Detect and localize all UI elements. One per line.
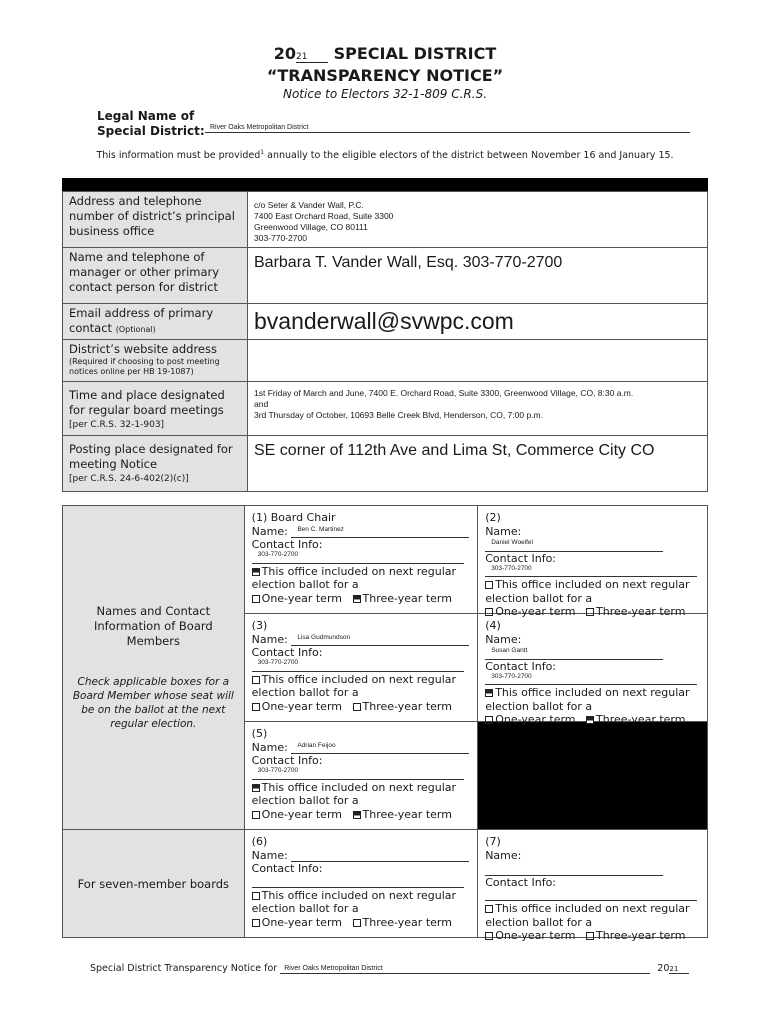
- member-cell-4: [478, 614, 708, 726]
- year-field[interactable]: 21: [296, 52, 328, 63]
- ballot-text: election ballot for a: [485, 915, 593, 929]
- board-row-1: [63, 506, 708, 614]
- one-year-checkbox[interactable]: [485, 932, 493, 940]
- name-label: Name:: [251, 524, 288, 538]
- three-year-checkbox[interactable]: [353, 703, 361, 711]
- term-row: One-year term Three-year term: [485, 929, 700, 943]
- member-contact-field[interactable]: 303-770-2700: [252, 768, 464, 780]
- one-year-checkbox[interactable]: [485, 716, 493, 724]
- term-row: One-year term Three-year term: [252, 592, 471, 606]
- contact-label: Contact Info:: [251, 862, 323, 875]
- term-row: One-year term Three-year term: [485, 713, 700, 727]
- member-name-field[interactable]: Lisa Gudmundson: [291, 634, 469, 646]
- three-year-checkbox[interactable]: [353, 811, 361, 819]
- three-year-checkbox[interactable]: [586, 932, 594, 940]
- contact-label: Contact Info:: [485, 875, 557, 889]
- member-name-field[interactable]: Susan Gantt: [485, 648, 663, 660]
- member-number: (1) Board Chair: [251, 511, 336, 524]
- contact-label: Contact Info:: [251, 646, 323, 659]
- member-contact-field[interactable]: [485, 889, 697, 901]
- term-row: One-year term Three-year term: [485, 605, 700, 619]
- ballot-text: election ballot for a: [251, 686, 359, 699]
- name-label: Name:: [485, 632, 522, 646]
- member-name-field[interactable]: [485, 864, 663, 876]
- term-row: One-year term Three-year term: [252, 916, 471, 930]
- district-info-table: [62, 191, 708, 492]
- meetings-label: Time and place designated for regular board meetings [per C.R.S. 32-1-903]: [63, 382, 248, 436]
- member-cell-1: [244, 506, 478, 614]
- term-row: One-year term Three-year term: [252, 700, 471, 714]
- blacked-out-cell: [478, 722, 708, 830]
- ballot-checkbox[interactable]: [252, 568, 260, 576]
- member-name-field[interactable]: Adrian Feijoo: [291, 742, 469, 754]
- board-section-label: Names and Contact Information of Board Members Check applicable boxes for a Board Member whose seat will be on the ballot at the next regular election.: [63, 506, 245, 830]
- member-contact-field[interactable]: 303-770-2700: [252, 660, 464, 672]
- member-number: (3): [251, 619, 268, 632]
- manager-row: [63, 248, 708, 304]
- member-card: [246, 831, 477, 936]
- ballot-checkbox[interactable]: [252, 676, 260, 684]
- board-instructions: Check applicable boxes for a Board Member whose seat will be on the ballot at the next regular election.: [72, 676, 234, 730]
- document-title: 2021 SPECIAL DISTRICT: [273, 44, 497, 63]
- posting-row: [63, 436, 708, 492]
- optional-note: (Optional): [115, 325, 156, 334]
- footer-year: 2021: [657, 963, 689, 974]
- member-cell-5: [244, 722, 478, 830]
- website-row: [63, 340, 708, 382]
- manager-label: Name and telephone of manager or other primary contact person for district: [63, 248, 248, 304]
- member-contact-field[interactable]: [252, 876, 464, 888]
- member-card: [479, 507, 706, 618]
- member-name-row: [485, 849, 700, 876]
- one-year-checkbox[interactable]: [252, 919, 260, 927]
- name-label: Name:: [485, 524, 522, 538]
- ballot-row: This office included on next regular: [485, 686, 700, 700]
- member-contact-field[interactable]: 303-770-2700: [485, 673, 697, 685]
- member-card: [479, 615, 706, 726]
- contact-label: Contact Info:: [485, 659, 557, 673]
- member-number: (7): [485, 835, 501, 848]
- one-year-checkbox[interactable]: [252, 703, 260, 711]
- member-name-row: [485, 525, 700, 552]
- name-label: Name:: [485, 848, 522, 862]
- member-name-row: [252, 849, 471, 863]
- member-cell-6: [244, 830, 478, 938]
- member-contact-field[interactable]: 303-770-2700: [252, 552, 464, 564]
- member-card: [246, 507, 477, 612]
- term-row: One-year term Three-year term: [252, 808, 471, 822]
- one-year-checkbox[interactable]: [252, 811, 260, 819]
- email-value[interactable]: bvanderwall@svwpc.com: [248, 304, 708, 340]
- website-label: District’s website address (Required if choosing to post meeting notices online per HB 19-1087): [63, 340, 248, 382]
- footer: [90, 963, 689, 974]
- ballot-row: This office included on next regular: [252, 673, 471, 687]
- member-contact-field[interactable]: 303-770-2700: [485, 565, 697, 577]
- table-header-bar: [62, 178, 708, 191]
- member-cell-3: [244, 614, 478, 722]
- footer-label: Special District Transparency Notice for: [90, 963, 278, 974]
- member-name-field[interactable]: Daniel Woelfel: [485, 540, 663, 552]
- legal-name-label: Legal Name of Special District:: [97, 109, 205, 138]
- website-value[interactable]: [248, 340, 708, 382]
- ballot-checkbox[interactable]: [485, 581, 493, 589]
- ballot-row: This office included on next regular: [485, 902, 700, 916]
- legal-name-field[interactable]: River Oaks Metropolitan District: [205, 121, 690, 133]
- member-name-field[interactable]: Ben C. Martinez: [291, 526, 469, 538]
- ballot-row: This office included on next regular: [252, 565, 471, 579]
- member-number: (6): [251, 835, 268, 848]
- posting-value[interactable]: SE corner of 112th Ave and Lima St, Commerce City CO: [248, 436, 708, 492]
- contact-label: Contact Info:: [251, 754, 323, 767]
- seven-member-label: For seven-member boards: [63, 830, 245, 938]
- manager-value[interactable]: Barbara T. Vander Wall, Esq. 303-770-2700: [248, 248, 708, 304]
- member-cell-2: [478, 506, 708, 618]
- address-value[interactable]: c/o Seter & Vander Wall, P.C. 7400 East Orchard Road, Suite 3300 Greenwood Village, CO 80111 303-770-2700: [248, 192, 708, 248]
- name-label: Name:: [251, 740, 288, 754]
- member-name-row: [252, 741, 471, 755]
- email-label: Email address of primary contact (Optional): [63, 304, 248, 340]
- website-note: (Required if choosing to post meeting notices online per HB 19-1087): [69, 357, 220, 376]
- name-label: Name:: [251, 848, 288, 862]
- footer-district-field[interactable]: River Oaks Metropolitan District: [280, 963, 650, 974]
- member-card: [479, 831, 706, 942]
- email-row: [63, 304, 708, 340]
- ballot-text: election ballot for a: [251, 794, 359, 807]
- member-cell-7: [478, 830, 708, 942]
- contact-label: Contact Info:: [485, 551, 557, 565]
- info-note: This information must be provided$^1$ annually to the eligible electors of the district between November 16 and January 15.: [96, 149, 674, 162]
- document-subtitle: Notice to Electors 32-1-809 C.R.S.: [282, 87, 488, 101]
- one-year-checkbox[interactable]: [252, 595, 260, 603]
- address-row: [63, 192, 708, 248]
- ballot-checkbox[interactable]: [485, 905, 493, 913]
- member-name-field[interactable]: [291, 850, 469, 862]
- address-label: Address and telephone number of district’s principal business office: [63, 192, 248, 248]
- ballot-row: This office included on next regular: [252, 781, 471, 795]
- contact-label: Contact Info:: [251, 538, 323, 551]
- member-number: (5): [251, 727, 268, 740]
- member-name-row: [252, 633, 471, 647]
- meetings-value[interactable]: 1st Friday of March and June, 7400 E. Orchard Road, Suite 3300, Greenwood Village, CO, 8:30 a.m. and 3rd Thursday of October, 10693 Belle Creek Blvd, Henderson, CO, 7:00 p.m.: [248, 382, 708, 436]
- ballot-text: election ballot for a: [251, 578, 359, 591]
- ballot-text: election ballot for a: [485, 591, 593, 605]
- three-year-checkbox[interactable]: [353, 919, 361, 927]
- three-year-checkbox[interactable]: [586, 608, 594, 616]
- ballot-checkbox[interactable]: [252, 784, 260, 792]
- member-name-row: [252, 525, 471, 539]
- member-number: (2): [485, 511, 501, 524]
- board-row-4: [63, 830, 708, 938]
- one-year-checkbox[interactable]: [485, 608, 493, 616]
- ballot-text: election ballot for a: [251, 902, 359, 915]
- member-number: (4): [485, 619, 501, 632]
- board-members-table: [62, 505, 708, 942]
- three-year-checkbox[interactable]: [586, 716, 594, 724]
- member-card: [246, 723, 477, 828]
- ballot-row: This office included on next regular: [485, 578, 700, 592]
- three-year-checkbox[interactable]: [353, 595, 361, 603]
- meetings-row: [63, 382, 708, 436]
- ballot-checkbox[interactable]: [485, 689, 493, 697]
- name-label: Name:: [251, 632, 288, 646]
- posting-label: Posting place designated for meeting Notice [per C.R.S. 24-6-402(2)(c)]: [63, 436, 248, 492]
- ballot-row: This office included on next regular: [252, 889, 471, 903]
- ballot-text: election ballot for a: [485, 699, 593, 713]
- ballot-checkbox[interactable]: [252, 892, 260, 900]
- member-card: [246, 615, 477, 720]
- document-title-line2: “TRANSPARENCY NOTICE”: [266, 66, 504, 85]
- member-name-row: [485, 633, 700, 660]
